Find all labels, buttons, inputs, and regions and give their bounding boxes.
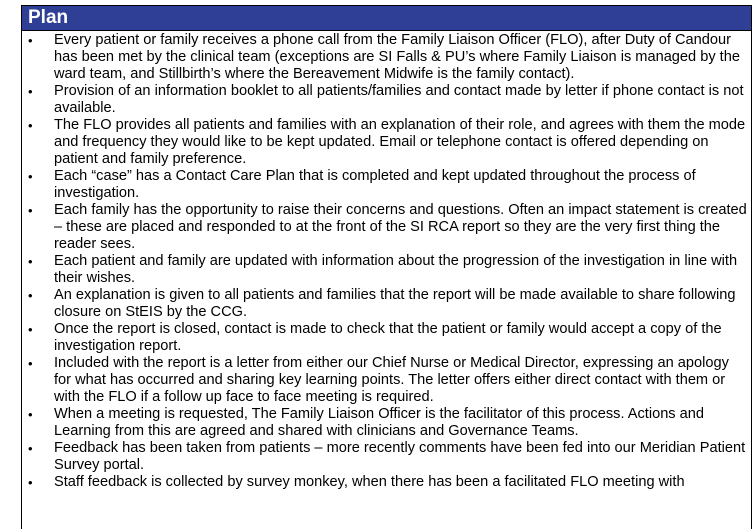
- bullet-icon: •: [28, 203, 33, 218]
- list-item-text: Each family has the opportunity to raise their concerns and questions. Often an impact statement is created – these are placed and responded to at the front of the SI RCA report so they are the very first thing the reader sees.: [54, 202, 747, 252]
- bullet-icon: •: [28, 407, 33, 422]
- bullet-icon: •: [28, 356, 33, 371]
- bullet-icon: •: [28, 475, 33, 490]
- list-item: [22, 355, 751, 406]
- list-item-text: Once the report is closed, contact is made to check that the patient or family would accept a copy of the investigation report.: [54, 321, 722, 354]
- list-item: [22, 474, 751, 491]
- list-item-text: When a meeting is requested, The Family Liaison Officer is the facilitator of this process. Actions and Learning from this are agreed and shared with clinicians and Governance Teams.: [54, 406, 705, 439]
- bullet-icon: •: [28, 169, 33, 184]
- list-item-text: Every patient or family receives a phone call from the Family Liaison Officer (FLO), after Duty of Candour has been met by the clinical team (exceptions are SI Falls & PU’s where Family Liaison is managed by the ward team, and Stillbirth’s where the Bereavement Midwife is the family contact).: [54, 32, 740, 82]
- section-title: Plan: [22, 6, 751, 31]
- list-item-text: Included with the report is a letter from either our Chief Nurse or Medical Director, expressing an apology for what has occurred and sharing key learning points. The letter offers either direct contact with them or with the FLO if a follow up face to face meeting is required.: [54, 355, 729, 405]
- bullet-icon: •: [28, 288, 33, 303]
- list-item: [22, 440, 751, 474]
- bullet-icon: •: [28, 322, 33, 337]
- list-item: [22, 83, 751, 117]
- list-item-text: Each patient and family are updated with information about the progression of the investigation in line with their wishes.: [54, 253, 738, 286]
- list-item-text: The FLO provides all patients and families with an explanation of their role, and agrees with them the mode and frequency they would like to be kept updated. Email or telephone contact is offered depending on patient and family preference.: [54, 117, 746, 167]
- list-item: [22, 168, 751, 202]
- bullet-icon: •: [28, 441, 33, 456]
- list-item-text: Provision of an information booklet to all patients/families and contact made by letter if phone contact is not available.: [54, 83, 744, 116]
- bullet-icon: •: [28, 254, 33, 269]
- bullet-icon: •: [28, 118, 33, 133]
- list-item: [22, 117, 751, 168]
- list-item-text: Feedback has been taken from patients – more recently comments have been fed into our Meridian Patient Survey portal.: [54, 440, 746, 473]
- list-item: [22, 32, 751, 83]
- bullet-icon: •: [28, 33, 33, 48]
- bullet-icon: •: [28, 84, 33, 99]
- list-item: [22, 406, 751, 440]
- list-item-text: Staff feedback is collected by survey monkey, when there has been a facilitated FLO meeting with: [54, 474, 685, 490]
- list-item: [22, 287, 751, 321]
- list-item: [22, 202, 751, 253]
- list-item-text: An explanation is given to all patients and families that the report will be made available to share following closure on StEIS by the CCG.: [54, 287, 736, 320]
- list-item-text: Each “case” has a Contact Care Plan that is completed and kept updated throughout the process of investigation.: [54, 168, 696, 201]
- plan-list: [22, 31, 751, 491]
- plan-section: [21, 5, 752, 529]
- list-item: [22, 253, 751, 287]
- list-item: [22, 321, 751, 355]
